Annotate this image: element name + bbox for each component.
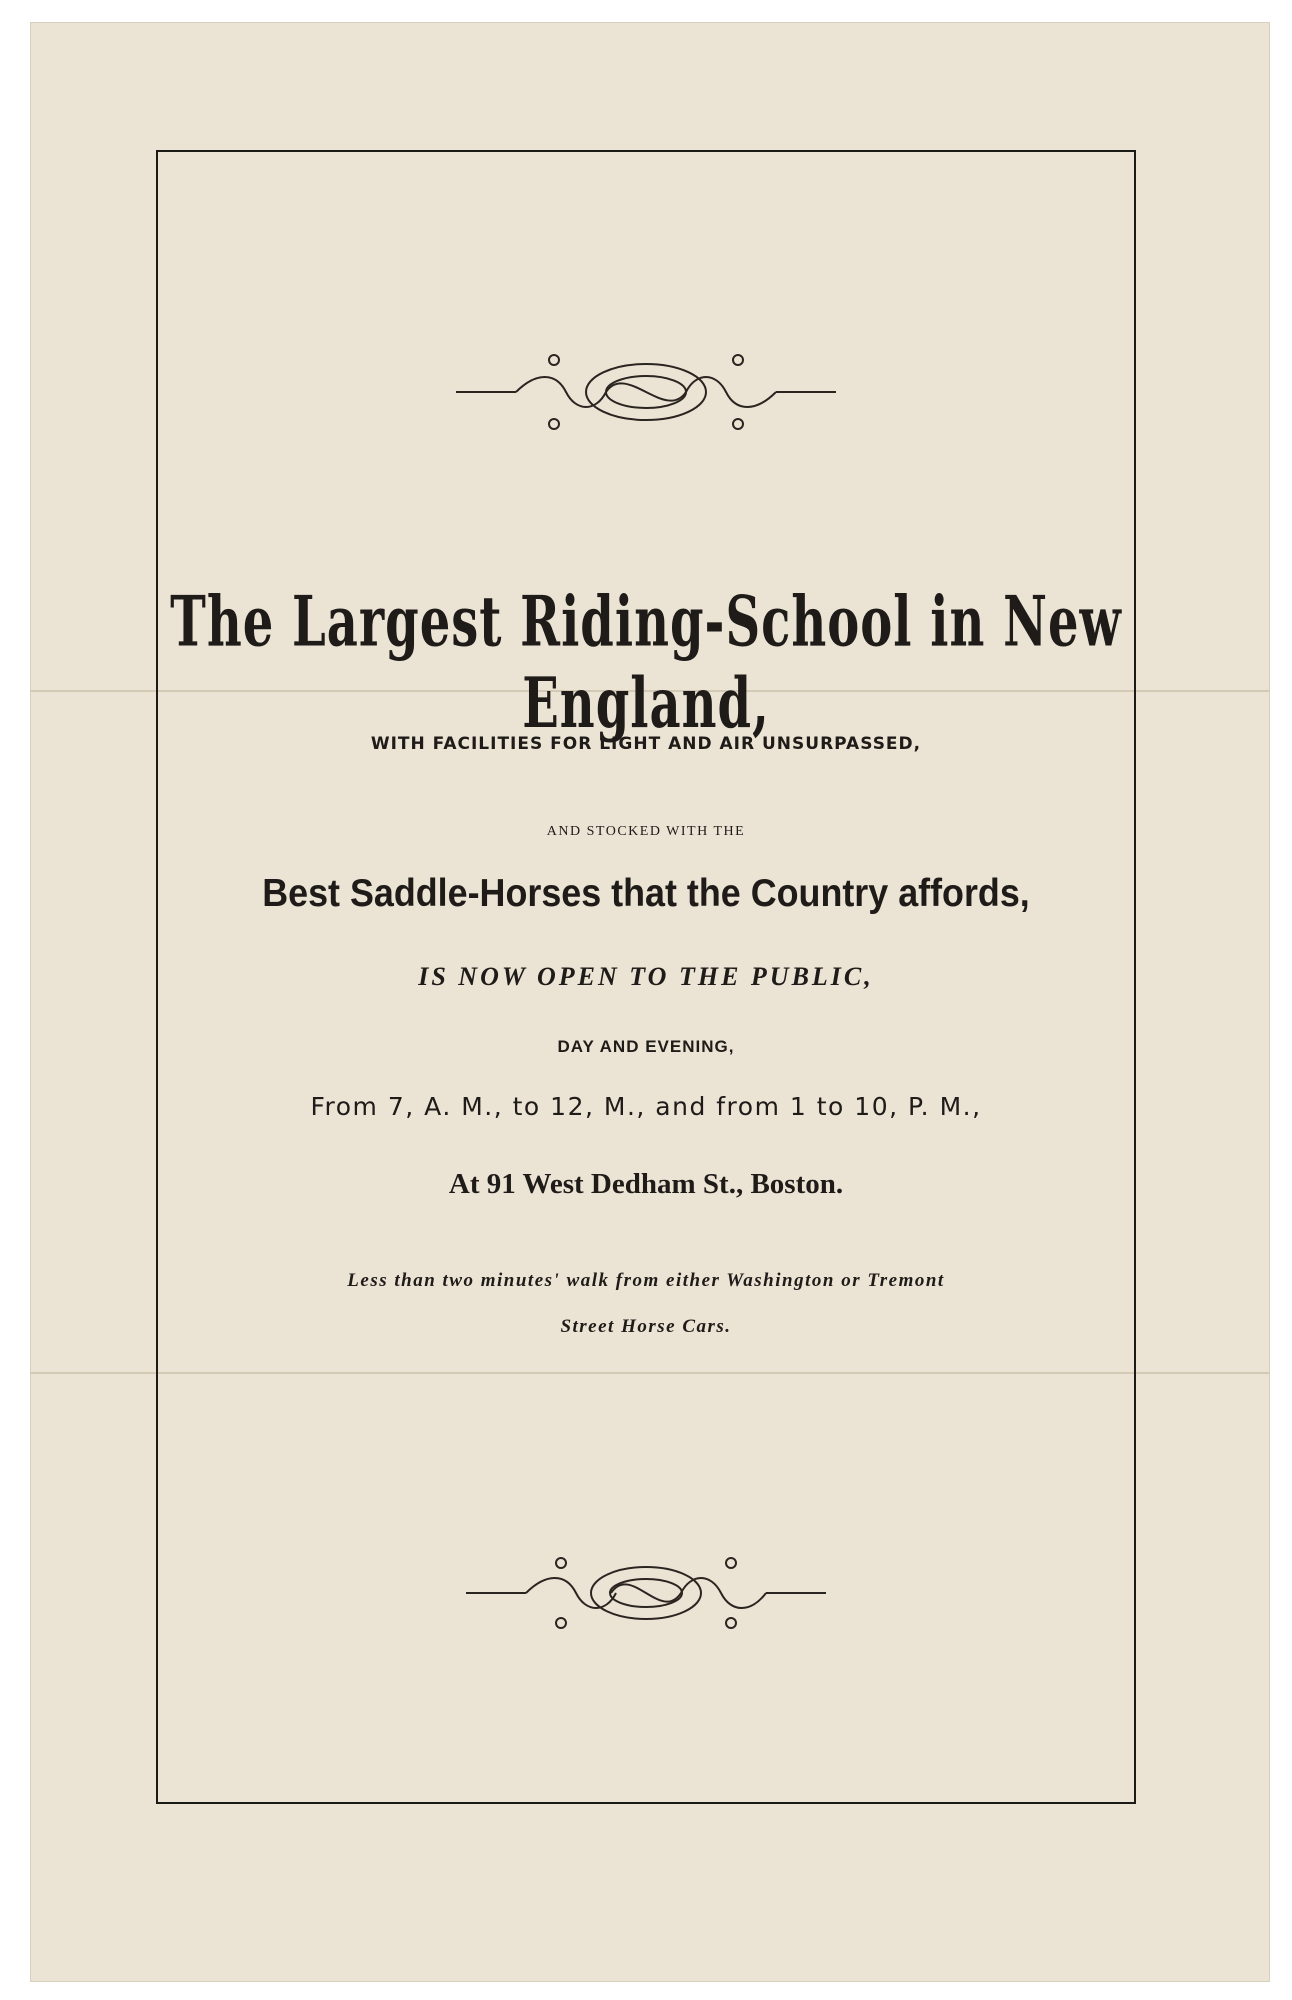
flourish-ornament-top (436, 342, 856, 442)
stocked-line: AND STOCKED WITH THE (546, 824, 746, 839)
walk-note (196, 1258, 1096, 1350)
border-frame (156, 150, 1136, 1804)
facilities-line: WITH FACILITIES FOR LIGHT AND AIR UNSURPASSED, (370, 734, 922, 754)
headline: The Largest Riding-School in New England, (170, 581, 1122, 745)
day-evening-line: DAY AND EVENING, (557, 1037, 735, 1056)
flourish-ornament-bottom (446, 1548, 846, 1638)
walk-note-line-2: Street Horse Cars. (560, 1316, 732, 1337)
walk-note-line-1: Less than two minutes' walk from either Washington or Tremont (347, 1270, 945, 1291)
address-line: At 91 West Dedham St., Boston. (448, 1168, 844, 1200)
best-horses-line: Best Saddle-Horses that the Country affords, (262, 872, 1030, 915)
open-public-line: IS NOW OPEN TO THE PUBLIC, (418, 962, 874, 991)
hours-line: From 7, A. M., to 12, M., and from 1 to 10, P. M., (310, 1092, 982, 1121)
